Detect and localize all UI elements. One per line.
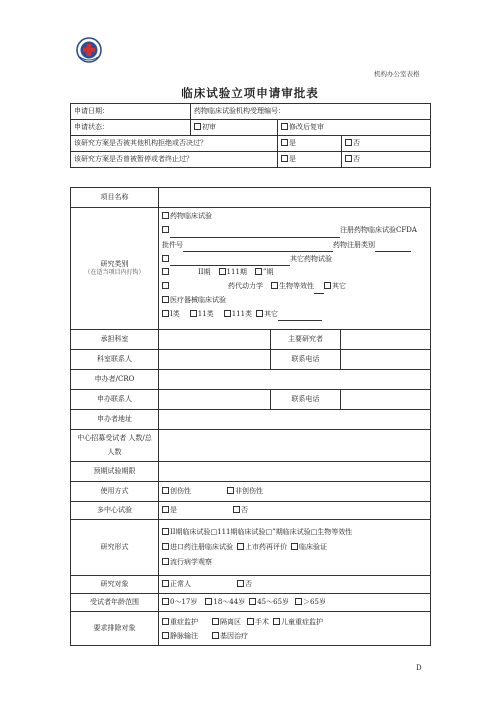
page-title: 临床试验立项申请审批表 <box>181 86 319 100</box>
dept-phone-field[interactable] <box>341 350 431 370</box>
pk-checkbox[interactable] <box>162 282 169 289</box>
project-name-field[interactable] <box>159 188 431 208</box>
page-marker: D <box>416 664 422 672</box>
table-row: 研究形式 II期临床试验□111期临床试验□”期临床试验□生物等效性 进口药注册临床试验 上市药再评价 临床验证 流行病学观察 <box>71 520 431 576</box>
sponsor-addr-label: 申办者地址 <box>71 410 159 430</box>
table-row: 多中心试验 是 否 <box>71 502 431 520</box>
question-suspended: 该研究方案是否曾被暂停或者终止过？ <box>71 152 278 168</box>
project-name-label: 项目名称 <box>71 188 159 208</box>
ex-icu-checkbox[interactable] <box>162 618 169 625</box>
other1-checkbox[interactable] <box>324 282 331 289</box>
pi-label: 主要研究者 <box>271 330 341 350</box>
drug-trial-checkbox[interactable] <box>162 212 169 219</box>
sponsor-contact-label: 申办联系人 <box>71 390 159 410</box>
status-label: 申请状态： <box>71 120 191 136</box>
device-trial-checkbox[interactable] <box>162 296 169 303</box>
form-import-checkbox[interactable] <box>162 543 169 550</box>
other-drug-blank[interactable] <box>170 252 290 266</box>
table-row: 受试者年龄范围 0～17岁 18～44岁 45～65岁 ＞65岁 <box>71 594 431 612</box>
rejected-no-checkbox[interactable] <box>345 139 352 146</box>
period-label: 预期试验期限 <box>71 462 159 482</box>
normal-checkbox[interactable] <box>162 580 169 587</box>
table-row: 该研究方案是否被其他机构拒绝或否决过？ 是 否 <box>71 136 431 152</box>
table-row <box>71 330 431 350</box>
class1-checkbox[interactable] <box>162 310 169 317</box>
other2-checkbox[interactable] <box>256 310 263 317</box>
rejected-yes-checkbox[interactable] <box>281 139 288 146</box>
approval-no-blank[interactable] <box>183 238 333 252</box>
other-drug-checkbox[interactable] <box>162 255 169 262</box>
hospital-logo-icon <box>76 37 102 63</box>
age1-checkbox[interactable] <box>162 598 169 605</box>
ex-surgery-checkbox[interactable] <box>247 618 254 625</box>
subjects-label: 研究对象 <box>71 576 159 594</box>
table-row <box>71 370 431 390</box>
phase2-checkbox[interactable] <box>162 268 169 275</box>
phase3-checkbox[interactable] <box>219 268 226 275</box>
age2-checkbox[interactable] <box>205 598 212 605</box>
table-row <box>71 208 431 330</box>
sponsor-addr-field[interactable] <box>159 410 431 430</box>
ex-isolation-checkbox[interactable] <box>212 618 219 625</box>
table-row <box>71 390 431 410</box>
table-row <box>71 188 431 208</box>
dept-contact-field[interactable] <box>159 350 271 370</box>
age4-checkbox[interactable] <box>295 598 302 605</box>
other2-blank[interactable] <box>278 307 322 321</box>
dept-field[interactable] <box>159 330 271 350</box>
status-recheck-checkbox[interactable] <box>281 123 288 130</box>
patient-checkbox[interactable] <box>237 580 244 587</box>
form-post-checkbox[interactable] <box>237 543 244 550</box>
class2-checkbox[interactable] <box>190 310 197 317</box>
cfda-reg-checkbox[interactable] <box>162 226 169 233</box>
form-label: 研究形式 <box>71 520 159 576</box>
category-options: 药物临床试验 注册药物临床试验CFDA 批件号 药物注册类别 其它药物试验 II期 111期 ”期 药代动力学 生物等效性 其它 医疗器械临床试验 I类 11类 111类 其它 <box>159 208 431 330</box>
application-info-table <box>70 103 431 168</box>
multicenter-no-checkbox[interactable] <box>233 506 240 513</box>
suspended-no-checkbox[interactable] <box>345 155 352 162</box>
class3-checkbox[interactable] <box>224 310 231 317</box>
dept-phone-label: 联系电话 <box>271 350 341 370</box>
ex-picu-checkbox[interactable] <box>273 618 280 625</box>
table-row <box>71 104 431 120</box>
exclude-label: 要求排除对象 <box>71 612 159 646</box>
category-label-cell: 研究类别 （在适当项目内打钩） <box>71 208 159 330</box>
drug-reg-cat-blank[interactable] <box>375 238 411 252</box>
multicenter-yes-checkbox[interactable] <box>162 506 169 513</box>
table-row <box>71 462 431 482</box>
dept-contact-label: 科室联系人 <box>71 350 159 370</box>
ex-gene-checkbox[interactable] <box>212 632 219 639</box>
form-phase-checkbox[interactable] <box>162 528 169 535</box>
ex-iv-checkbox[interactable] <box>162 632 169 639</box>
period-field[interactable] <box>159 462 431 482</box>
form-verify-checkbox[interactable] <box>291 543 298 550</box>
sponsor-contact-field[interactable] <box>159 390 271 410</box>
table-row: 申请状态： 初审 修改后复审 <box>71 120 431 136</box>
suspended-yes-checkbox[interactable] <box>281 155 288 162</box>
usage-label: 使用方式 <box>71 482 159 502</box>
table-row <box>71 430 431 462</box>
project-info-table <box>70 187 431 646</box>
dept-label: 承担科室 <box>71 330 159 350</box>
category-hint: （在适当项目内打钩） <box>84 269 145 277</box>
apply-date-field[interactable]: 申请日期： <box>71 104 191 120</box>
sponsor-field[interactable] <box>159 370 431 390</box>
recruit-field[interactable] <box>159 430 431 462</box>
sponsor-phone-field[interactable] <box>341 390 431 410</box>
age-label: 受试者年龄范围 <box>71 594 159 612</box>
status-initial-checkbox[interactable] <box>194 123 201 130</box>
age3-checkbox[interactable] <box>249 598 256 605</box>
table-row: 要求排除对象 重症监护 隔离区 手术 儿童重症监护 静脉输注 基因治疗 <box>71 612 431 646</box>
sponsor-label: 申办者/CRO <box>71 370 159 390</box>
noninvasive-checkbox[interactable] <box>227 487 234 494</box>
department-label: 机构办公室表格 <box>374 70 420 78</box>
cfda-blank[interactable] <box>170 223 340 237</box>
question-rejected: 该研究方案是否被其他机构拒绝或否决过？ <box>71 136 278 152</box>
invasive-checkbox[interactable] <box>162 487 169 494</box>
pi-field[interactable] <box>341 330 431 350</box>
phase4-checkbox[interactable] <box>255 268 262 275</box>
form-epi-checkbox[interactable] <box>162 558 169 565</box>
sponsor-phone-label: 联系电话 <box>271 390 341 410</box>
table-row: 该研究方案是否曾被暂停或者终止过？ 是 否 <box>71 152 431 168</box>
bioeq-checkbox[interactable] <box>271 282 278 289</box>
accept-no-field[interactable]: 药物临床试验机构受理编号： <box>191 104 431 120</box>
recruit-label: 中心招募受试者 人数/总人数 <box>71 430 159 462</box>
table-row: 研究对象 正常人 否 <box>71 576 431 594</box>
table-row <box>71 350 431 370</box>
multicenter-label: 多中心试验 <box>71 502 159 520</box>
table-row <box>71 410 431 430</box>
table-row: 使用方式 创伤性 非创伤性 <box>71 482 431 502</box>
